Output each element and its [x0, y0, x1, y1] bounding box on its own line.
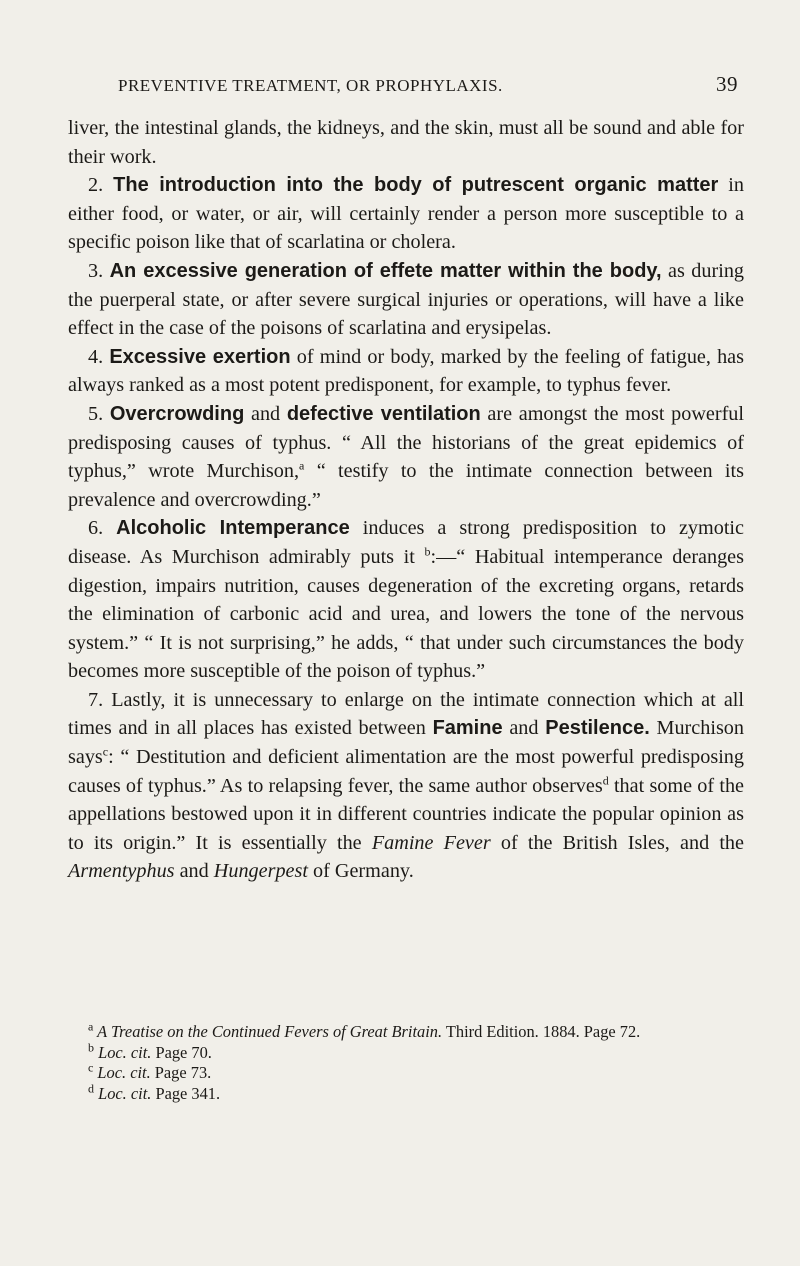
footnote-b	[68, 1040, 744, 1064]
paragraph-text: liver, the intestinal glands, the kidneys, and the skin, must all be sound and able for their work.	[68, 117, 744, 168]
paragraph-5	[68, 400, 744, 514]
paragraph-text: as during the puerperal state, or after severe surgical injuries or operations, will have a like effect in the case of the poisons of scarlatina and erysipelas.	[68, 259, 745, 340]
paragraph-text: of the British Isles, and the	[490, 831, 744, 854]
item-heading: defective ventilation	[286, 402, 481, 425]
item-number: 3.	[88, 259, 104, 282]
paragraph-2	[68, 171, 744, 257]
footnote-title: A Treatise on the Continued Fevers of Great Britain.	[93, 1022, 443, 1041]
footnote-ref: Loc. cit.	[94, 1083, 152, 1103]
footnote-marker: b	[424, 544, 431, 559]
footnote-a	[68, 1019, 744, 1043]
paragraph-text: of Germany.	[307, 860, 414, 883]
item-heading: Excessive exertion	[109, 345, 291, 368]
footnote-text: Page 70.	[151, 1042, 212, 1062]
item-heading: Overcrowding	[109, 402, 245, 425]
paragraph-text: : “ Destitution and deficient alimentation are the most powerful predisposing causes of typhus.” As to relapsing fever, the same author observes	[68, 746, 744, 797]
item-number: 4.	[88, 345, 104, 368]
footnote-marker: c	[102, 744, 109, 759]
paragraph-7	[68, 686, 744, 886]
footnote-mark: c	[88, 1060, 94, 1075]
footnote-text: Page 341.	[151, 1083, 221, 1103]
footnote-mark: a	[88, 1019, 94, 1034]
item-heading: Famine	[432, 717, 503, 740]
footnote-text: Third Edition. 1884. Page 72.	[442, 1022, 641, 1041]
item-number: 7.	[88, 688, 104, 711]
paragraph-text: and	[502, 717, 546, 740]
item-number: 6.	[88, 517, 104, 540]
footnote-c	[68, 1060, 744, 1084]
paragraph-text: “ testify to the intimate connection between its prevalence and overcrowding.”	[68, 460, 744, 511]
paragraph-text: Murchison says	[68, 717, 744, 769]
italic-term: Famine Fever	[371, 831, 491, 854]
footnote-mark: d	[88, 1081, 94, 1096]
footnote-ref: Loc. cit.	[93, 1063, 151, 1083]
item-number: 5.	[88, 402, 104, 425]
italic-term: Armentyphus	[68, 860, 175, 883]
paragraph-text: in either food, or water, or air, will certainly render a person more susceptible to a specific poison like that of scarlatina or cholera.	[68, 174, 744, 254]
item-heading: The introduction into the body of putrescent organic matter	[113, 174, 719, 197]
paragraph-text: and	[174, 860, 214, 883]
paragraph-text: that some of the appellations bestowed upon it in different countries indicate the popular opinion as to its origin.” It is essentially the	[68, 774, 744, 854]
running-head-title: PREVENTIVE TREATMENT, OR PROPHYLAXIS.	[118, 76, 503, 95]
paragraph-4	[68, 343, 744, 400]
paragraph-text: Lastly, it is unnecessary to enlarge on the intimate connection which at all times and in all places has existed between	[68, 688, 744, 740]
paragraph-text: are amongst the most powerful predisposing causes of typhus. “ All the historians of the great epidemics of typhus,” wrote Murchison,	[68, 402, 745, 483]
footnote-d	[68, 1081, 744, 1105]
paragraph-3	[68, 257, 744, 343]
page-number: 39	[716, 72, 738, 96]
footnote-marker: a	[299, 458, 305, 473]
item-heading: An excessive generation of effete matter within the body,	[109, 259, 662, 282]
item-number: 2.	[88, 174, 104, 197]
footnote-text: Page 73.	[150, 1063, 212, 1083]
footnote-ref: Loc. cit.	[94, 1042, 152, 1062]
footnotes	[68, 1019, 744, 1104]
paragraph-text: induces a strong predisposition to zymotic disease. As Murchison admirably puts it	[68, 517, 744, 568]
paragraph-text: of mind or body, marked by the feeling of fatigue, has always ranked as a most potent predisponent, for example, to typhus fever.	[68, 345, 745, 397]
italic-term: Hungerpest	[213, 860, 308, 883]
footnote-marker: d	[602, 772, 609, 787]
item-heading: Pestilence.	[545, 717, 650, 740]
paragraph-6	[68, 514, 744, 686]
paragraph-continued	[68, 114, 744, 171]
paragraph-text: :—“ Habitual intemperance deranges digestion, impairs nutrition, causes degeneration of the excreting organs, retards the elimination of carbonic acid and urea, and lowers the tone of the nervous system.” “ It is not surprising,” he adds, “ that under such circumstances the body becomes more susceptible of the poison of typhus.”	[68, 545, 745, 683]
body-text	[68, 114, 744, 886]
paragraph-text: and	[244, 402, 287, 425]
item-heading: Alcoholic Intemperance	[116, 517, 350, 540]
footnote-mark: b	[88, 1040, 94, 1055]
